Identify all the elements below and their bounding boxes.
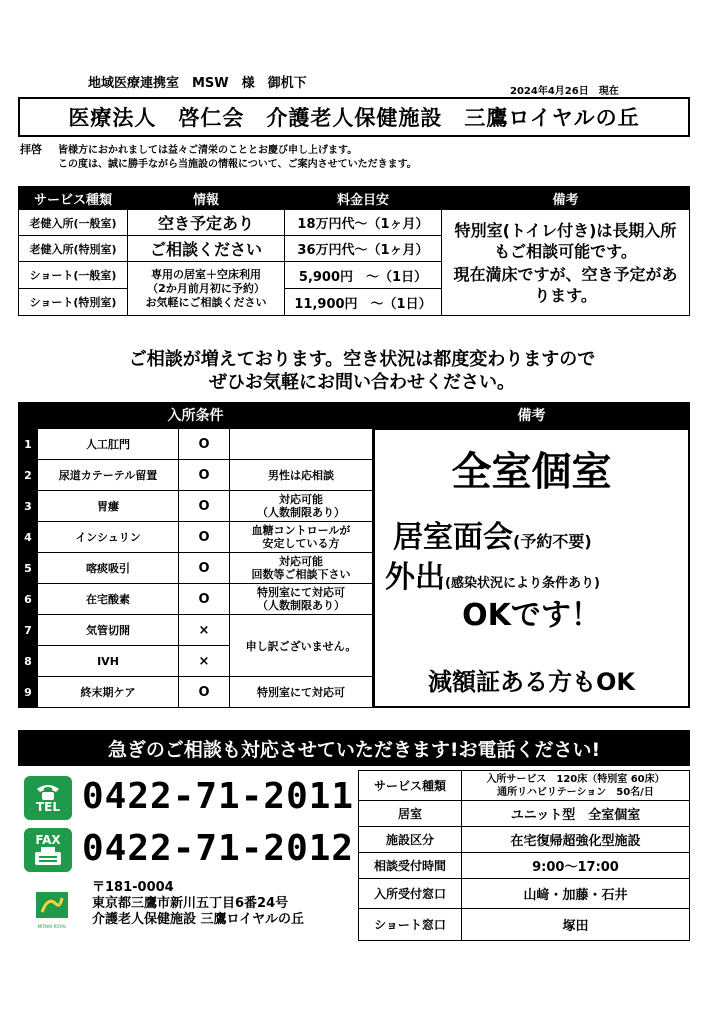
notice-line-1: ご相談が増えております。空き状況は都度変わりますので bbox=[128, 349, 596, 370]
outing-note: (感染状況により条件あり) bbox=[445, 576, 600, 591]
col-price: 料金目安 bbox=[285, 187, 442, 210]
info-value: 山﨑・加藤・石井 bbox=[462, 879, 690, 909]
page-title: 医療法人 啓仁会 介護老人保健施設 三鷹ロイヤルの丘 bbox=[68, 106, 640, 130]
facility-logo bbox=[34, 890, 70, 932]
service-value-1: 入所サービス 120床（特別室 60床） bbox=[486, 773, 665, 785]
conditions-table bbox=[18, 428, 373, 708]
short-info-cell bbox=[128, 262, 285, 316]
ok-text: OKです！ bbox=[462, 598, 601, 633]
greeting-line-2: この度は、誠に勝手ながら当施設の情報について、ご案内させていただきます。 bbox=[58, 159, 417, 170]
postal-code: 〒181-0004 bbox=[92, 880, 174, 895]
condition-note: 特別室にて対応可 （人数制限あり） bbox=[230, 584, 373, 615]
condition-note: 対応可能 （人数制限あり） bbox=[230, 491, 373, 522]
tel-number[interactable]: 0422-71-2011 bbox=[82, 776, 355, 817]
title-box bbox=[18, 97, 690, 137]
info-label: 入所受付窓口 bbox=[359, 879, 462, 909]
price-cell: 11,900円 ～（1日） bbox=[285, 289, 442, 316]
service-table bbox=[18, 186, 690, 316]
condition-item: 終末期ケア bbox=[38, 677, 179, 708]
short-info-2: （2か月前月初に予約） bbox=[147, 281, 265, 295]
row-number: 1 bbox=[19, 429, 38, 460]
service-cell: 老健入所(特別室) bbox=[19, 236, 128, 262]
col-remarks: 備考 bbox=[442, 187, 690, 210]
row-number: 6 bbox=[19, 584, 38, 615]
info-label: サービス種類 bbox=[359, 771, 462, 801]
condition-note: 男性は応相談 bbox=[230, 460, 373, 491]
condition-mark: O bbox=[179, 460, 230, 491]
price-cell: 5,900円 ～（1日） bbox=[285, 262, 442, 289]
condition-mark: O bbox=[179, 429, 230, 460]
condition-note: 特別室にて対応可 bbox=[230, 677, 373, 708]
condition-item: 気管切開 bbox=[38, 615, 179, 646]
phone-handset-icon bbox=[35, 783, 61, 801]
condition-item: 尿道カテーテル留置 bbox=[38, 460, 179, 491]
phone-icon bbox=[24, 776, 72, 820]
condition-mark: × bbox=[179, 615, 230, 646]
info-label: 相談受付時間 bbox=[359, 853, 462, 879]
condition-mark: O bbox=[179, 584, 230, 615]
greeting-label: 拝啓 bbox=[20, 143, 42, 156]
logo-icon bbox=[34, 890, 70, 920]
short-info-1: 専用の居室＋空床利用 bbox=[151, 267, 261, 281]
short-info-3: お気軽にご相談ください bbox=[145, 295, 267, 309]
service-cell: ショート(特別室) bbox=[19, 289, 128, 316]
service-value-2: 通所リハビリテーション 50名/日 bbox=[497, 786, 654, 798]
info-cell: 空き予定あり bbox=[128, 210, 285, 236]
condition-mark: O bbox=[179, 677, 230, 708]
info-value: 塚田 bbox=[462, 909, 690, 941]
visit-line bbox=[393, 512, 592, 556]
info-value: ユニット型 全室個室 bbox=[462, 801, 690, 827]
condition-note: 血糖コントロールが 安定している方 bbox=[230, 522, 373, 553]
call-banner: 急ぎのご相談も対応させていただきます!お電話ください! bbox=[18, 730, 690, 766]
visit: 居室面会 bbox=[393, 520, 513, 555]
conditions-remarks-header: 備考 bbox=[373, 402, 690, 428]
service-cell: ショート(一般室) bbox=[19, 262, 128, 289]
notice bbox=[0, 348, 724, 394]
highlights-box bbox=[373, 428, 690, 708]
row-number: 7 bbox=[19, 615, 38, 646]
greeting-line-1: 皆様方におかれましては益々ご清栄のこととお慶び申し上げます。 bbox=[58, 145, 358, 156]
remarks-2: 現在満床ですが、空き予定があります。 bbox=[453, 264, 678, 305]
col-info: 情報 bbox=[128, 187, 285, 210]
condition-item: インシュリン bbox=[38, 522, 179, 553]
outing: 外出 bbox=[385, 560, 445, 595]
remarks-cell bbox=[442, 210, 690, 316]
facility-name: 介護老人保健施設 三鷹ロイヤルの丘 bbox=[92, 912, 305, 927]
reduction-text: 減額証ある方もOK bbox=[428, 668, 635, 696]
info-table bbox=[358, 770, 690, 941]
info-value: 在宅復帰超強化型施設 bbox=[462, 827, 690, 853]
conditions-header: 入所条件 bbox=[18, 402, 373, 428]
logo-text: MITAKA ROYAL bbox=[37, 924, 67, 929]
row-number: 9 bbox=[19, 677, 38, 708]
condition-item: 喀痰吸引 bbox=[38, 553, 179, 584]
row-number: 3 bbox=[19, 491, 38, 522]
visit-note: (予約不要) bbox=[513, 532, 592, 551]
info-label: ショート窓口 bbox=[359, 909, 462, 941]
price-cell: 18万円代～（1ヶ月） bbox=[285, 210, 442, 236]
condition-mark: O bbox=[179, 522, 230, 553]
address-block bbox=[92, 880, 304, 928]
condition-mark: × bbox=[179, 646, 230, 677]
notice-line-2: ぜひお気軽にお問い合わせください。 bbox=[209, 372, 515, 393]
condition-note bbox=[230, 429, 373, 460]
fax-number: 0422-71-2012 bbox=[82, 828, 355, 869]
service-cell: 老健入所(一般室) bbox=[19, 210, 128, 236]
date: 2024年4月26日 現在 bbox=[510, 86, 619, 97]
condition-note: 対応可能 回数等ご相談下さい bbox=[230, 553, 373, 584]
condition-item: 在宅酸素 bbox=[38, 584, 179, 615]
condition-mark: O bbox=[179, 491, 230, 522]
tel-label: TEL bbox=[35, 800, 61, 814]
info-label: 居室 bbox=[359, 801, 462, 827]
row-number: 5 bbox=[19, 553, 38, 584]
row-number: 8 bbox=[19, 646, 38, 677]
condition-item: 人工肛門 bbox=[38, 429, 179, 460]
private-rooms: 全室個室 bbox=[451, 449, 612, 495]
condition-mark: O bbox=[179, 553, 230, 584]
addressee: 地域医療連携室 MSW 様 御机下 bbox=[88, 76, 307, 91]
remarks-1: 特別室(トイレ付き)は長期入所もご相談可能です。 bbox=[454, 220, 677, 261]
fax-icon bbox=[24, 828, 72, 872]
info-value: 9:00～17:00 bbox=[462, 853, 690, 879]
condition-note: 申し訳ございません。 bbox=[230, 615, 373, 677]
fax-label: FAX bbox=[35, 833, 61, 847]
info-value bbox=[462, 771, 690, 801]
condition-item: 胃瘻 bbox=[38, 491, 179, 522]
col-service: サービス種類 bbox=[19, 187, 128, 210]
info-cell: ご相談ください bbox=[128, 236, 285, 262]
address: 東京都三鷹市新川五丁目6番24号 bbox=[92, 896, 289, 911]
price-cell: 36万円代～（1ヶ月） bbox=[285, 236, 442, 262]
row-number: 2 bbox=[19, 460, 38, 491]
info-label: 施設区分 bbox=[359, 827, 462, 853]
row-number: 4 bbox=[19, 522, 38, 553]
condition-item: IVH bbox=[38, 646, 179, 677]
fax-machine-icon bbox=[33, 846, 63, 866]
